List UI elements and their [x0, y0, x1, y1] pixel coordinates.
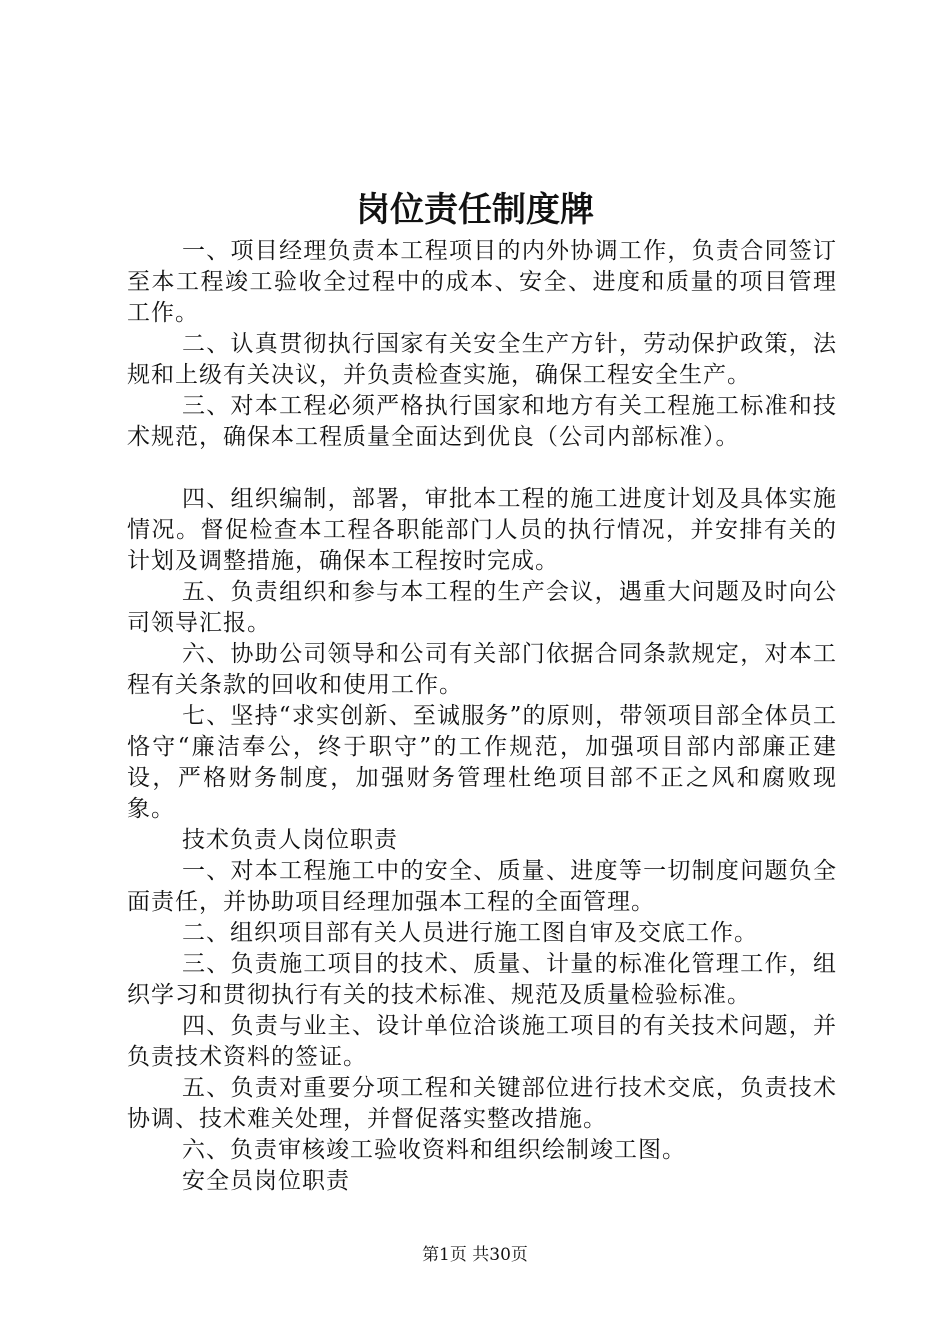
document-title: 岗位责任制度牌 [356, 190, 594, 230]
section-heading-safety: 安全员岗位职责 [182, 1168, 350, 1194]
paragraph-4: 四、组织编制，部署，审批本工程的施工进度计划及具体实施情况。督促检查本工程各职能部门人员的执行情况，并安排有关的计划及调整措施，确保本工程按时完成。 [127, 486, 837, 574]
paragraph-tech-4: 四、负责与业主、设计单位洽谈施工项目的有关技术问题，并负责技术资料的签证。 [127, 1013, 837, 1070]
paragraph-tech-3: 三、负责施工项目的技术、质量、计量的标准化管理工作，组织学习和贯彻执行有关的技术标准、规范及质量检验标准。 [127, 951, 837, 1008]
paragraph-2: 二、认真贯彻执行国家有关安全生产方针，劳动保护政策，法规和上级有关决议，并负责检查实施，确保工程安全生产。 [127, 331, 837, 388]
paragraph-tech-5: 五、负责对重要分项工程和关键部位进行技术交底，负责技术协调、技术难关处理，并督促落实整改措施。 [127, 1075, 837, 1132]
paragraph-1: 一、项目经理负责本工程项目的内外协调工作，负责合同签订至本工程竣工验收全过程中的成本、安全、进度和质量的项目管理工作。 [127, 238, 837, 326]
page-footer: 第1页 共30页 [422, 1245, 528, 1265]
paragraph-tech-2: 二、组织项目部有关人员进行施工图自审及交底工作。 [182, 920, 758, 946]
paragraph-tech-6: 六、负责审核竣工验收资料和组织绘制竣工图。 [182, 1137, 686, 1163]
paragraph-tech-1: 一、对本工程施工中的安全、质量、进度等一切制度问题负全面责任，并协助项目经理加强本工程的全面管理。 [127, 858, 837, 915]
paragraph-5: 五、负责组织和参与本工程的生产会议，遇重大问题及时向公司领导汇报。 [127, 579, 837, 636]
section-heading-technical: 技术负责人岗位职责 [182, 827, 398, 853]
paragraph-3: 三、对本工程必须严格执行国家和地方有关工程施工标准和技术规范，确保本工程质量全面达到优良（公司内部标准）。 [127, 393, 837, 450]
paragraph-6: 六、协助公司领导和公司有关部门依据合同条款规定，对本工程有关条款的回收和使用工作。 [127, 641, 837, 698]
document-body [127, 236, 837, 1197]
paragraph-7: 七、坚持“求实创新、至诚服务”的原则，带领项目部全体员工恪守“廉洁奉公，终于职守”的工作规范，加强项目部内部廉正建设，严格财务制度，加强财务管理杜绝项目部不正之风和腐败现象。 [127, 703, 837, 822]
